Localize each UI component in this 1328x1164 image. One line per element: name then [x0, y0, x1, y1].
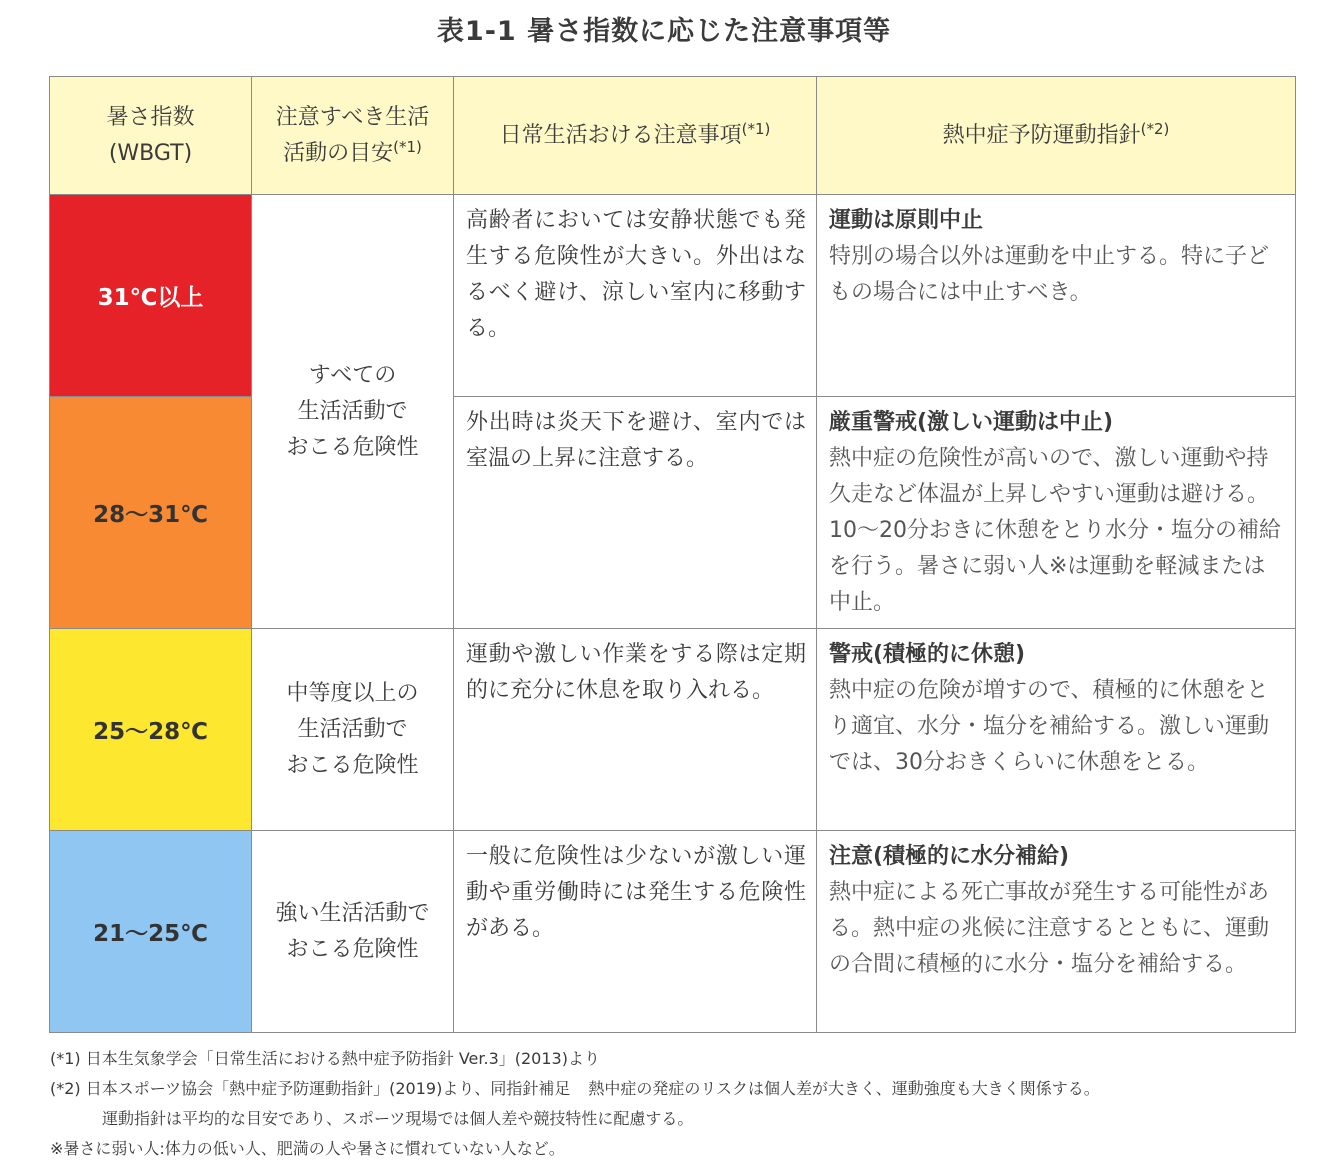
header-wbgt-line1: 暑さ指数 — [106, 104, 195, 130]
table-row — [50, 397, 1296, 629]
footnote-mark: (*1) — [741, 119, 771, 138]
activity-cell — [252, 195, 454, 629]
exercise-guideline-cell — [817, 831, 1296, 1033]
activity-line: 強い生活活動で — [275, 900, 430, 926]
wbgt-value: 21〜25℃ — [93, 921, 208, 947]
daily-caution-cell: 一般に危険性は少ないが激しい運動や重労働時には発生する危険性がある。 — [454, 831, 817, 1033]
header-wbgt-line2: (WBGT) — [108, 140, 193, 166]
daily-caution-cell: 運動や激しい作業をする際は定期的に充分に休息を取り入れる。 — [454, 629, 817, 831]
footnote-2-source: (*2) 日本スポーツ協会「熱中症予防運動指針」(2019)より、同指針補足 — [50, 1079, 571, 1098]
heat-index-table — [49, 76, 1296, 1033]
footnote-2 — [50, 1074, 1290, 1104]
header-activity — [252, 77, 454, 195]
header-daily — [454, 77, 817, 195]
activity-line: すべての — [308, 362, 397, 388]
footnote-1: (*1) 日本生気象学会「日常生活における熱中症予防指針 Ver.3」(2013)より — [50, 1049, 600, 1068]
activity-line: おこる危険性 — [286, 936, 419, 962]
guideline-heading: 厳重警戒(激しい運動は中止) — [829, 410, 1114, 435]
guideline-heading: 運動は原則中止 — [829, 208, 984, 233]
wbgt-cell — [50, 195, 252, 397]
activity-line: 生活活動で — [297, 398, 408, 424]
footnote-mark: (*2) — [1140, 119, 1170, 138]
header-daily-label: 日常生活おける注意事項 — [499, 122, 742, 148]
table-title: 表1-1 暑さ指数に応じた注意事項等 — [436, 16, 892, 47]
guideline-text: 熱中症による死亡事故が発生する可能性がある。熱中症の兆候に注意するとともに、運動の合間に積極的に水分・塩分を補給する。 — [829, 880, 1270, 977]
table-row — [50, 629, 1296, 831]
wbgt-value: 31℃以上 — [97, 285, 204, 311]
table-row — [50, 195, 1296, 397]
guideline-heading: 注意(積極的に水分補給) — [829, 844, 1070, 869]
header-exercise — [817, 77, 1296, 195]
wbgt-cell — [50, 397, 252, 629]
daily-caution-cell: 高齢者においては安静状態でも発生する危険性が大きい。外出はなるべく避け、涼しい室内に移動する。 — [454, 195, 817, 397]
wbgt-value: 28〜31℃ — [93, 502, 208, 528]
activity-line: 中等度以上の — [286, 680, 419, 706]
header-exercise-label: 熱中症予防運動指針 — [942, 122, 1141, 148]
guideline-heading: 警戒(積極的に休憩) — [829, 642, 1026, 667]
footnotes — [50, 1044, 1290, 1164]
exercise-guideline-cell — [817, 397, 1296, 629]
footnote-mark: (*1) — [393, 137, 422, 156]
wbgt-cell — [50, 629, 252, 831]
guideline-text: 特別の場合以外は運動を中止する。特に子どもの場合には中止すべき。 — [829, 244, 1270, 305]
daily-caution-cell: 外出時は炎天下を避け、室内では室温の上昇に注意する。 — [454, 397, 817, 629]
header-wbgt — [50, 77, 252, 195]
guideline-text: 熱中症の危険性が高いので、激しい運動や持久走など体温が上昇しやすい運動は避ける。10〜20分おきに休憩をとり水分・塩分の補給を行う。暑さに弱い人※は運動を軽減または中止。 — [829, 446, 1281, 615]
table-row — [50, 831, 1296, 1033]
activity-line: 生活活動で — [297, 716, 408, 742]
footnote-2-risk: 熱中症の発症のリスクは個人差が大きく、運動強度も大きく関係する。 — [588, 1079, 1100, 1098]
footnote-2-continued: 運動指針は平均的な目安であり、スポーツ現場では個人差や競技特性に配慮する。 — [102, 1109, 694, 1128]
header-activity-line2: 活動の目安 — [283, 140, 394, 166]
guideline-text: 熱中症の危険が増すので、積極的に休憩をとり適宜、水分・塩分を補給する。激しい運動では、30分おきくらいに休憩をとる。 — [829, 678, 1270, 775]
exercise-guideline-cell — [817, 629, 1296, 831]
wbgt-value: 25〜28℃ — [93, 719, 208, 745]
wbgt-cell — [50, 831, 252, 1033]
header-row — [50, 77, 1296, 195]
footnote-3: ※暑さに弱い人:体力の低い人、肥満の人や暑さに慣れていない人など。 — [50, 1139, 565, 1158]
activity-cell — [252, 629, 454, 831]
activity-line: おこる危険性 — [286, 434, 419, 460]
header-activity-line1: 注意すべき生活 — [275, 104, 430, 130]
exercise-guideline-cell — [817, 195, 1296, 397]
activity-cell — [252, 831, 454, 1033]
activity-line: おこる危険性 — [286, 752, 419, 778]
